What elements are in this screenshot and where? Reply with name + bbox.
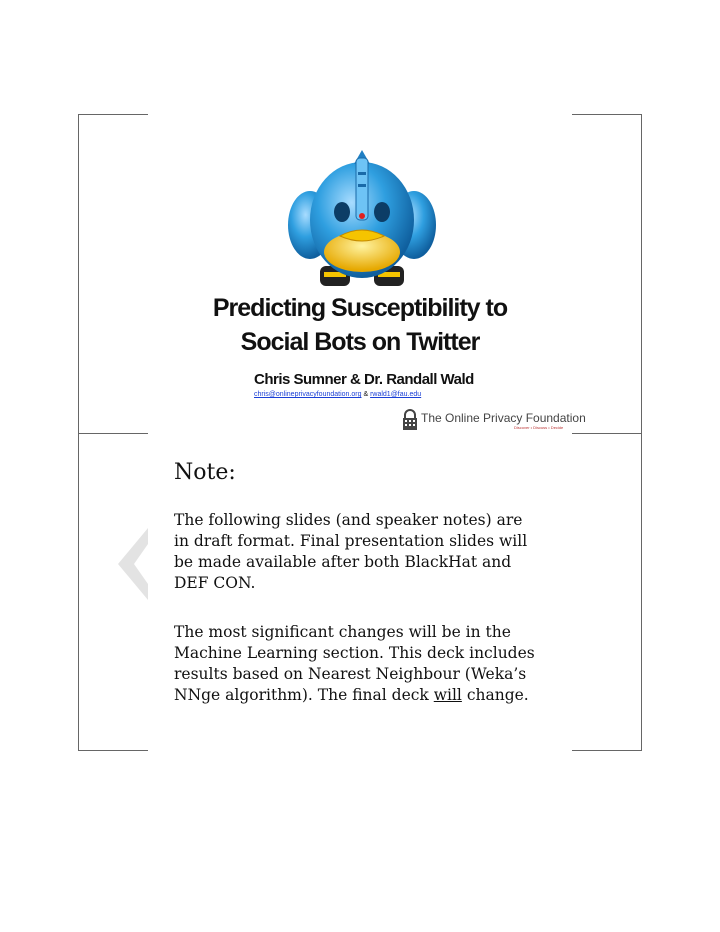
note-paragraph-1 [174,510,554,594]
para1-line: DEF CON. [174,574,256,592]
para2-last-line [174,685,554,706]
note-paragraph-2 [174,622,554,706]
para1-line: The following slides (and speaker notes) are [174,511,523,529]
org-tagline: Discover • Discuss • Decide [514,425,564,430]
para1-line: in draft format. Final presentation slides will [174,532,528,550]
slide-title-line-1: Predicting Susceptibility to [212,294,508,322]
para2-line: results based on Nearest Neighbour (Weka’s [174,665,527,683]
padlock-icon [402,409,418,431]
note-heading: Note: [174,460,236,485]
email-link-chris[interactable]: chris@onlineprivacyfoundation.org [254,391,362,398]
org-name: The Online Privacy Foundation [421,411,586,425]
author-emails [254,391,421,398]
chevron-left-icon [118,528,150,600]
email-separator: & [363,391,369,398]
robot-bird-icon [284,150,440,290]
para2-line: Machine Learning section. This deck includes [174,644,535,662]
para2-line: NNge algorithm). The final deck [174,686,434,704]
para1-line: be made available after both BlackHat and [174,553,512,571]
authors: Chris Sumner & Dr. Randall Wald [254,371,474,388]
email-link-rwald[interactable]: rwald1@fau.edu [370,391,422,398]
para2-emphasis: will [433,686,462,704]
org-logo [402,409,586,431]
slide-title-line-2: Social Bots on Twitter [240,328,480,356]
para2-tail: change. [461,686,529,704]
para2-line: The most significant changes will be in the [174,623,511,641]
